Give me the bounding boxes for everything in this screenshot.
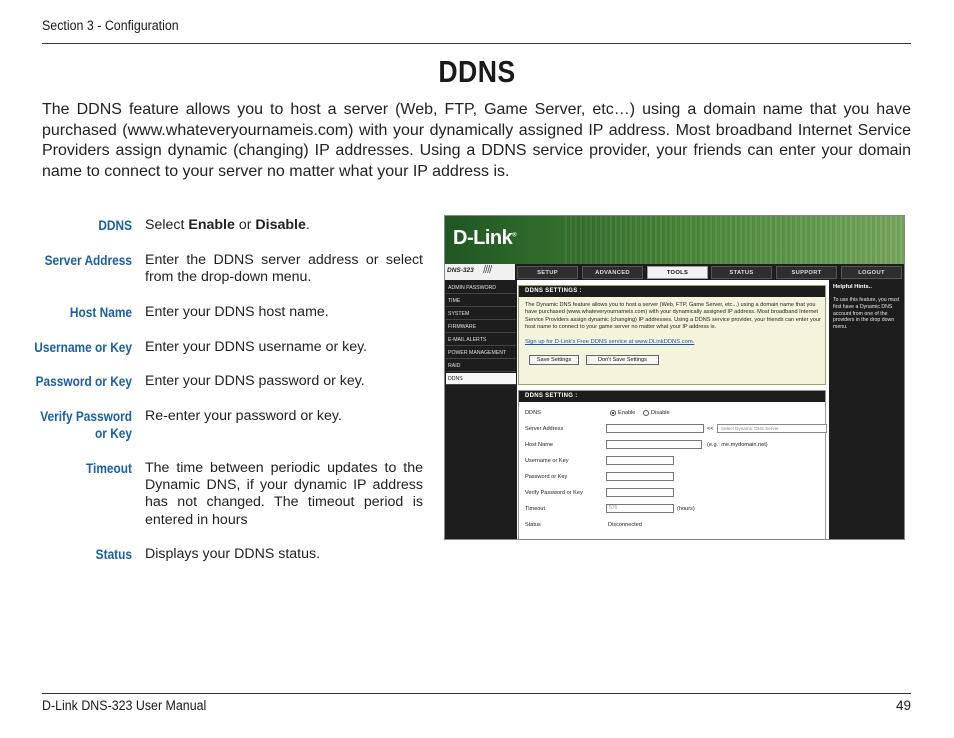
desc-ddns: Select Enable or Disable. xyxy=(145,217,310,233)
page-number: 49 xyxy=(895,698,911,713)
status-label: Status xyxy=(525,522,541,528)
verify-password-input[interactable] xyxy=(606,488,674,497)
helpful-hints-text: To use this feature, you must first have a Dynamic DNS account from one of the providers in the drop down menu. xyxy=(833,297,900,331)
tab-status[interactable]: STATUS xyxy=(711,266,772,279)
main-content xyxy=(517,280,827,540)
dlink-banner xyxy=(445,216,905,264)
dlink-ddns-signup-link[interactable]: Sign up for D-Link's Free DDNS service at www.DLinkDDNS.com. xyxy=(525,339,695,345)
term-host-name: Host Name xyxy=(69,305,132,320)
term-status: Status xyxy=(95,547,132,562)
ddns-settings-box xyxy=(518,285,826,385)
ddns-settings-screenshot xyxy=(444,215,905,540)
desc-username: Enter your DDNS username or key. xyxy=(145,339,368,355)
term-password: Password or Key xyxy=(35,374,132,389)
model-slashes: //// xyxy=(483,264,492,276)
sidebar-item-system[interactable]: SYSTEM xyxy=(446,308,516,320)
term-verify: Verify Password or Key xyxy=(40,409,132,441)
ddns-disable-label: Disable xyxy=(651,410,670,416)
desc-status: Displays your DDNS status. xyxy=(145,546,321,562)
ddns-enable-radio[interactable] xyxy=(610,410,616,416)
sidebar-item-power-management[interactable]: POWER MANAGEMENT xyxy=(446,347,516,359)
term-timeout: Timeout xyxy=(86,461,132,476)
model-label: DNS-323 xyxy=(447,267,474,274)
ddns-disable-radio[interactable] xyxy=(643,410,649,416)
tab-setup[interactable]: SETUP xyxy=(517,266,578,279)
tab-support[interactable]: SUPPORT xyxy=(776,266,837,279)
tab-advanced[interactable]: ADVANCED xyxy=(582,266,643,279)
dont-save-settings-button[interactable]: Don't Save Settings xyxy=(586,355,659,365)
host-name-label: Host Name xyxy=(525,442,553,448)
sidebar-item-ddns[interactable]: DDNS xyxy=(446,373,516,385)
desc-verify: Re-enter your password or key. xyxy=(145,408,342,424)
timeout-unit: (hours) xyxy=(677,506,695,512)
password-label: Password or Key xyxy=(525,474,568,480)
tab-logout[interactable]: LOGOUT xyxy=(841,266,902,279)
ddns-settings-title: DDNS SETTINGS : xyxy=(519,286,825,297)
term-ddns: DDNS xyxy=(98,218,132,233)
tab-tools[interactable]: TOOLS xyxy=(647,266,708,279)
term-server-address: Server Address xyxy=(44,253,132,268)
desc-server-address: Enter the DDNS server address or select from the drop-down menu. xyxy=(145,252,423,286)
footer-divider xyxy=(42,693,911,694)
sidebar-item-firmware[interactable]: FIRMWARE xyxy=(446,321,516,333)
verify-password-label: Verify Password or Key xyxy=(525,490,583,496)
sidebar-item-time[interactable]: TIME xyxy=(446,295,516,307)
save-settings-button[interactable]: Save Settings xyxy=(529,355,579,365)
intro-paragraph: The DDNS feature allows you to host a server (Web, FTP, Game Server, etc…) using a domain name that you have purchased (www.whateveryournameis.com) with your dynamically assigned IP address. Most broadband Internet Service Providers assign dynamic (changing) IP addresses. Using a DDNS service provider, your friends can enter your domain name to connect to your server no matter what your IP address is. xyxy=(42,101,911,180)
page-title: DDNS xyxy=(438,54,516,89)
desc-host-name: Enter your DDNS host name. xyxy=(145,304,329,320)
ddns-label: DDNS xyxy=(525,410,541,416)
helpful-hints-title: Helpful Hints.. xyxy=(833,284,872,290)
ddns-setting-form xyxy=(518,390,826,540)
server-address-arrow: << xyxy=(707,426,714,432)
model-badge xyxy=(445,264,515,280)
helpful-hints-panel xyxy=(827,280,905,540)
username-input[interactable] xyxy=(606,456,674,465)
server-address-input[interactable] xyxy=(606,424,704,433)
host-name-input[interactable] xyxy=(606,440,702,449)
footer-manual-title: D-Link DNS-323 User Manual xyxy=(42,698,207,713)
ddns-server-select[interactable]: Select Dynamic DNS Server xyxy=(717,424,835,433)
host-name-hint: (e.g.: me.mydomain.net) xyxy=(707,442,768,448)
sidebar-item-admin-password[interactable]: ADMIN PASSWORD xyxy=(446,282,516,294)
ddns-enable-label: Enable xyxy=(618,410,636,416)
term-username: Username or Key xyxy=(34,340,133,355)
sidebar-item-email-alerts[interactable]: E-MAIL ALERTS xyxy=(446,334,516,346)
sidebar-item-raid[interactable]: RAID xyxy=(446,360,516,372)
desc-password: Enter your DDNS password or key. xyxy=(145,373,365,389)
section-header: Section 3 - Configuration xyxy=(42,18,179,33)
left-sidebar xyxy=(445,280,517,540)
server-address-label: Server Address xyxy=(525,426,564,432)
username-label: Username or Key xyxy=(525,458,569,464)
status-value: Disconnected xyxy=(608,522,642,528)
header-divider xyxy=(42,43,911,44)
timeout-input[interactable]: 576 xyxy=(606,504,674,513)
password-input[interactable] xyxy=(606,472,674,481)
timeout-label: Timeout xyxy=(525,506,545,512)
desc-timeout: The time between periodic updates to the Dynamic DNS, if your dynamic IP address has not changed. The timeout period is entered in hours xyxy=(145,460,423,528)
ddns-setting-title: DDNS SETTING : xyxy=(519,391,825,402)
ddns-settings-description: The Dynamic DNS feature allows you to host a server (Web, FTP, Game Server, etc...) using a domain name that you have purchased (www.whateveryournameis.com) with your dynamically assigned IP address. Most broadband Internet Service Providers assign dynamic (changing) IP addresses. Using a DDNS service provider, your friends can enter your host name to connect to your game server no matter what your IP address is. xyxy=(525,302,821,330)
dlink-logo: D-Link® xyxy=(453,227,517,249)
